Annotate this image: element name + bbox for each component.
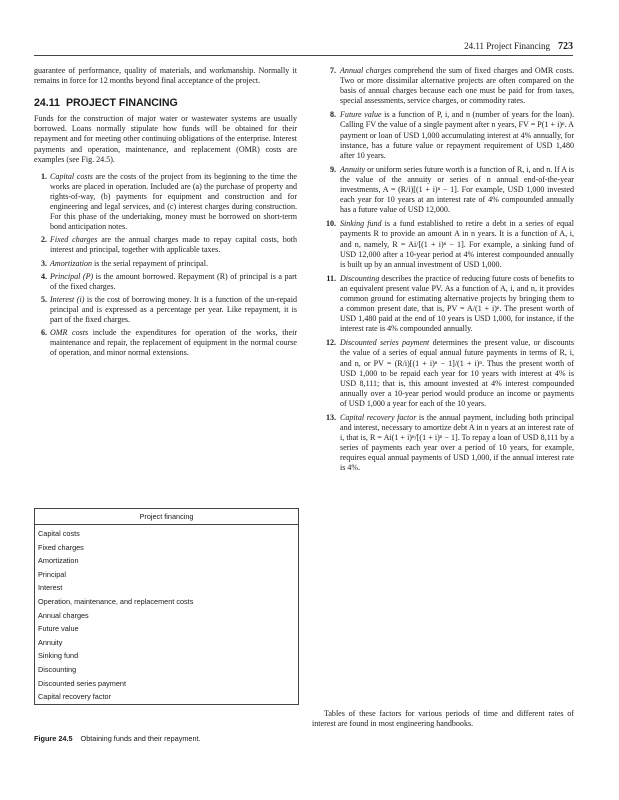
intro-paragraph: guarantee of performance, quality of materials, and workmanship. Normally it remains in force for 12 months beyond final acceptance of the project. <box>34 66 297 86</box>
section-paragraph: Funds for the construction of major water or wastewater systems are usually borrowed. Loans normally stipulate how funds will be obtained for their repayment and for meeting other continuing obligations of the enterprise. Interest payments and operation, maintenance, and replacement (OMR) costs are examples (see Fig. 24.5). <box>34 114 297 164</box>
list-item <box>34 328 297 358</box>
figure-row: Fixed charges <box>38 542 84 552</box>
item-text: is the annual payment, including both principal and interest, necessary to amortize debt A in n years at an interest rate of i, that is, R = Ai(1 + i)ⁿ/[(1 + i)ⁿ − 1]. To repay a loan of USD 8,111 by a series of payments each year over a period of 10 years, for example, requires equal annual payments of USD 1,000, if the annual interest rate is 4%. <box>340 413 574 473</box>
list-item <box>320 413 574 474</box>
section-number: 24.11 <box>34 97 60 110</box>
item-number: 2. <box>40 235 47 245</box>
right-definition-list <box>320 66 574 474</box>
figure-row: Discounted series payment <box>38 678 127 688</box>
header-rule <box>34 55 573 56</box>
item-text: are the costs of the project from its beginning to the time the works are placed in operation. Included are (a) the purchase of property and rights-of-way, (b) payments for equipment and construction and for engineering and legal services, and (c) interest charges during construction. For this phase of the undertaking, money must be borrowed on short-term bond anticipation notes. <box>50 171 297 232</box>
item-number: 1. <box>40 171 47 181</box>
left-definition-list <box>34 172 297 359</box>
item-text: determines the present value, or discounts the value of a series of equal annual future payments in terms of R, i, and n, or PV = (R/i)[(1 + i)ⁿ − 1]/(1 + i)ⁿ. Thus the present worth of USD 1,000 to be repaid each year for 10 years with interest at 4% is USD 8,111; that is, this amount invested at 4% interest compounded annually over a 10-year period would produce an income or payments of USD 1,000 a year for each of the 10 years. <box>340 338 575 408</box>
item-text: or uniform series future worth is a function of R, i, and n. If A is the value of the annuity or series of n annual end-of-the-year investments, A = (R/i)[(1 + i)ⁿ − 1]. For example, USD 1,000 invested each year for 10 years at an interest rate of 4% compounded annually has a future value of USD 12,000. <box>340 164 574 215</box>
figure-row: Annuity <box>38 637 63 647</box>
figure-row: Operation, maintenance, and replacement costs <box>38 596 194 606</box>
item-term: Capital recovery factor <box>340 413 417 422</box>
item-text: is a function of P, i, and n (number of years for the loan). Calling FV the value of a single payment after n years, FV = P(1 + i)ⁿ. A payment or loan of USD 1,000 accumulating interest at 4% annually, for instance, has a future value or repayment requirement of USD 1,480 after 10 years. <box>340 110 574 160</box>
item-text: are the annual charges made to repay capital costs, both interest and principal, together with applicable taxes. <box>50 235 297 255</box>
item-term: Discounted series payment <box>340 338 430 348</box>
left-column <box>34 66 297 361</box>
item-text: is the amount borrowed. Repayment (R) of principal is a part of the fixed charges. <box>50 271 297 291</box>
item-term: Future value <box>340 110 382 120</box>
figure-caption <box>34 734 201 743</box>
figure-row: Sinking fund <box>38 651 79 661</box>
list-item <box>34 259 297 269</box>
figure-row: Principal <box>38 569 66 579</box>
list-item <box>34 272 297 292</box>
page-number: 723 <box>558 41 573 52</box>
figure-box <box>34 508 299 705</box>
caption-text: Obtaining funds and their repayment. <box>80 734 201 743</box>
item-number: 9. <box>329 164 336 174</box>
item-number: 12. <box>325 338 336 348</box>
section-heading <box>34 98 297 108</box>
item-text: is the serial repayment of principal. <box>92 258 208 268</box>
list-item <box>320 274 574 335</box>
item-text: include the expenditures for operation of the works, their maintenance and repair, the replacement of equipment in the normal course of operation, and minor normal extensions. <box>50 328 297 358</box>
figure-title: Project financing <box>35 509 298 525</box>
item-number: 3. <box>40 258 47 268</box>
section-title: PROJECT FINANCING <box>65 97 178 110</box>
item-number: 11. <box>326 273 336 283</box>
item-term: Sinking fund <box>340 219 382 229</box>
item-text: is the cost of borrowing money. It is a function of the un-repaid principal and is expressed as a percentage per year. Like repayment, it is part of the fixed charges. <box>50 294 298 324</box>
list-item <box>320 66 574 106</box>
running-title: 24.11 Project Financing <box>464 41 550 51</box>
list-item <box>34 295 297 325</box>
item-term: Amortization <box>50 258 93 268</box>
figure-row: Capital recovery factor <box>38 692 111 702</box>
list-item <box>34 172 297 233</box>
list-item <box>320 110 574 160</box>
item-term: Principal (P) <box>50 271 94 281</box>
list-item <box>320 338 574 409</box>
item-term: Interest (i) <box>50 294 85 304</box>
item-number: 5. <box>40 294 47 304</box>
figure-row: Annual charges <box>38 610 89 620</box>
item-text: is a fund established to retire a debt in a series of equal payments R to provide an amount A in n years. It is a function of A, i, and n, namely, R = Ai/[(1 + i)ⁿ − 1]. For example, a sinking fund of USD 12,000 after a 10-year period at 4% interest compounded annually is built up by an annual investment of USD 1,000. <box>340 219 574 269</box>
item-text: comprehend the sum of fixed charges and OMR costs. Two or more dissimilar alternative projects are often compared on the basis of annual charges because each one must be paid for from taxes, special assessments, service charges, or commodity rates. <box>340 66 574 106</box>
item-number: 4. <box>40 271 47 281</box>
figure-row: Interest <box>38 583 63 593</box>
item-number: 13. <box>325 413 336 422</box>
item-term: Fixed charges <box>50 235 98 245</box>
item-term: Discounting <box>340 273 380 283</box>
item-term: OMR costs <box>50 328 89 338</box>
item-text: describes the practice of reducing future costs of benefits to an equivalent present value PV. As a function of A, i, and n, it provides common ground for estimating alternative projects by bringing them to a common present date, that is, PV = A/(1 + i)ⁿ. The present worth of USD 1,480 paid at the end of 10 years is USD 1,000, for instance, if the interest rate is 4% compounded annually. <box>340 273 574 334</box>
item-term: Capital costs <box>50 171 93 181</box>
figure-row: Capital costs <box>38 529 80 538</box>
figure-row: Amortization <box>38 556 79 566</box>
item-term: Annuity <box>340 164 366 174</box>
caption-label: Figure 24.5 <box>34 734 73 743</box>
list-item <box>320 219 574 269</box>
item-number: 10. <box>325 219 336 229</box>
running-header <box>464 41 573 52</box>
figure-row: Future value <box>38 624 79 634</box>
item-term: Annual charges <box>340 66 392 75</box>
item-number: 7. <box>329 66 336 75</box>
figure-row: Discounting <box>38 664 77 674</box>
list-item <box>34 235 297 255</box>
item-number: 6. <box>40 328 47 338</box>
closing-paragraph: Tables of these factors for various periods of time and different rates of interest are found in most engineering handbooks. <box>312 709 574 729</box>
item-number: 8. <box>329 110 336 120</box>
right-column <box>320 66 574 478</box>
list-item <box>320 165 574 215</box>
